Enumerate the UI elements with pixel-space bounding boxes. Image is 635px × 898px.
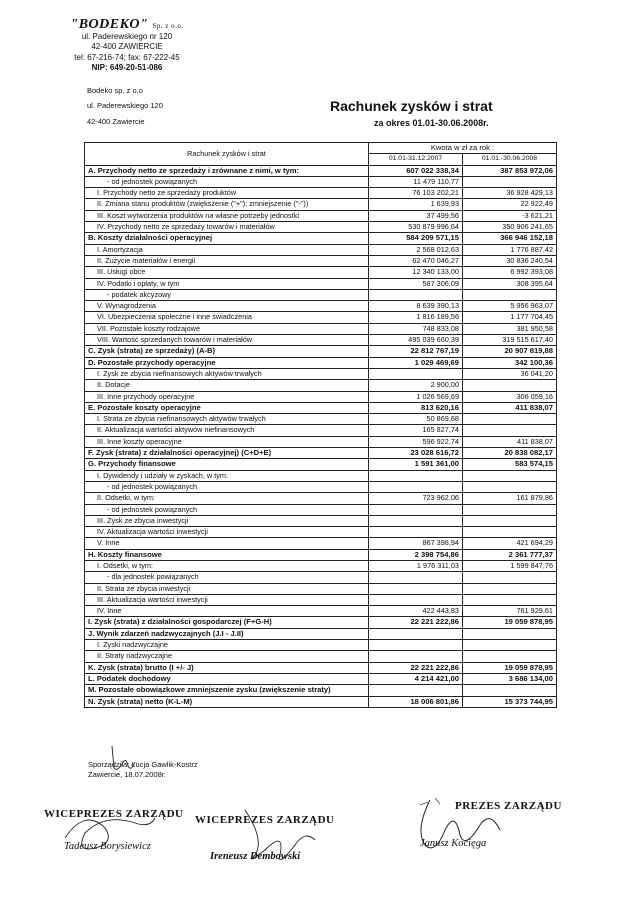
table-row <box>85 685 557 696</box>
row-value-2007: 22 812 767,19 <box>369 346 463 357</box>
row-value-2007: 11 479 110,77 <box>369 176 463 187</box>
row-value-2007 <box>369 470 463 481</box>
table-header-amount: Kwota w zł za rok : <box>369 143 557 154</box>
row-value-2007: 62 470 046,27 <box>369 255 463 266</box>
row-value-2008: 387 853 972,06 <box>463 165 557 176</box>
row-value-2008: 308 395,64 <box>463 278 557 289</box>
row-label: I. Strata ze zbycia niefinansowych aktywów trwałych <box>85 414 369 425</box>
row-value-2007 <box>369 640 463 651</box>
row-value-2008 <box>463 414 557 425</box>
row-value-2008: 411 838,07 <box>463 402 557 413</box>
row-value-2008 <box>463 640 557 651</box>
signature-2-scribble <box>225 800 325 870</box>
table-row <box>85 176 557 187</box>
row-label: II. Aktualizacja wartości aktywów niefinansowych <box>85 425 369 436</box>
row-value-2008 <box>463 628 557 639</box>
row-value-2008: 411 838,07 <box>463 436 557 447</box>
row-value-2008 <box>463 176 557 187</box>
table-row <box>85 165 557 176</box>
row-label: I. Amortyzacja <box>85 244 369 255</box>
table-row <box>85 222 557 233</box>
signature-3-name: Janusz Kocięga <box>420 838 487 849</box>
table-row <box>85 527 557 538</box>
row-value-2007: 12 340 133,00 <box>369 267 463 278</box>
table-row <box>85 493 557 504</box>
row-value-2008: 20 907 819,88 <box>463 346 557 357</box>
row-label: B. Koszty działalności operacyjnej <box>85 233 369 244</box>
preparer-initials-scribble <box>108 742 138 776</box>
row-value-2007: 1 816 189,56 <box>369 312 463 323</box>
table-row <box>85 255 557 266</box>
row-label: V. Wynagrodzenia <box>85 301 369 312</box>
row-value-2008 <box>463 481 557 492</box>
row-value-2007: 530 879 996,64 <box>369 222 463 233</box>
table-row <box>85 628 557 639</box>
signature-2-title: WICEPREZES ZARZĄDU <box>195 814 335 826</box>
row-label: III. Inne przychody operacyjne <box>85 391 369 402</box>
row-label: K. Zysk (strata) brutto (I +/- J) <box>85 662 369 673</box>
row-label: III. Zysk ze zbycia inwestycji <box>85 515 369 526</box>
row-label: L. Podatek dochodowy <box>85 673 369 684</box>
row-value-2007: 1 976 311,03 <box>369 560 463 571</box>
table-row <box>85 391 557 402</box>
row-label: III. Aktualizacja wartości inwestycji <box>85 594 369 605</box>
row-value-2008: 20 838 082,17 <box>463 448 557 459</box>
table-row <box>85 448 557 459</box>
row-value-2008 <box>463 289 557 300</box>
row-value-2007: 50 869,68 <box>369 414 463 425</box>
row-value-2007: 587 306,09 <box>369 278 463 289</box>
table-row <box>85 673 557 684</box>
table-row <box>85 549 557 560</box>
signature-1-scribble <box>55 798 165 858</box>
row-value-2007: 165 827,74 <box>369 425 463 436</box>
row-label: F. Zysk (strata) z działalności operacyjnej) (C+D+E) <box>85 448 369 459</box>
row-value-2007: 596 922,74 <box>369 436 463 447</box>
row-value-2008: 306 059,16 <box>463 391 557 402</box>
table-row <box>85 346 557 357</box>
row-value-2008: 342 100,36 <box>463 357 557 368</box>
table-row <box>85 199 557 210</box>
table-row <box>85 640 557 651</box>
row-value-2007 <box>369 368 463 379</box>
row-value-2008 <box>463 651 557 662</box>
row-value-2007: 723 962,06 <box>369 493 463 504</box>
row-value-2008 <box>463 527 557 538</box>
row-value-2008: 36 928 429,13 <box>463 188 557 199</box>
row-label: I. Zysk (strata) z działalności gospodarczej (F+G-H) <box>85 617 369 628</box>
table-row <box>85 504 557 515</box>
signature-3-scribble <box>400 790 520 855</box>
row-value-2007: 1 639,93 <box>369 199 463 210</box>
row-value-2007 <box>369 504 463 515</box>
row-label: E. Pozostałe koszty operacyjne <box>85 402 369 413</box>
row-value-2007 <box>369 594 463 605</box>
row-value-2008: 381 950,58 <box>463 323 557 334</box>
row-value-2008 <box>463 425 557 436</box>
row-label: III. Inne koszty operacyjne <box>85 436 369 447</box>
row-value-2008 <box>463 594 557 605</box>
row-value-2007: 748 833,08 <box>369 323 463 334</box>
row-label: I. Przychody netto ze sprzedaży produktów <box>85 188 369 199</box>
row-label: I. Dywidendy i udziały w zyskach, w tym: <box>85 470 369 481</box>
row-value-2007: 23 028 616,72 <box>369 448 463 459</box>
row-value-2008: 761 929,61 <box>463 606 557 617</box>
row-value-2007: 37 499,56 <box>369 210 463 221</box>
table-row <box>85 515 557 526</box>
row-label: III. Koszt wytworzenia produktów na własne potrzeby jednostki <box>85 210 369 221</box>
row-value-2008 <box>463 685 557 696</box>
table-row <box>85 312 557 323</box>
stamp-street: ul. Paderewskiego nr 120 <box>81 31 173 41</box>
prepared-by-name: Sporządziła: Łucja Gawlik-Kostrz <box>88 760 198 769</box>
row-value-2007: 422 443,83 <box>369 606 463 617</box>
row-label: V. Inne <box>85 538 369 549</box>
prepared-by-date: Zawiercie, 18.07.2008r. <box>88 770 166 779</box>
row-value-2007 <box>369 583 463 594</box>
row-value-2008 <box>463 515 557 526</box>
row-value-2008 <box>463 504 557 515</box>
stamp-phone: tel: 67-216-74; fax: 67-222-45 <box>74 52 180 62</box>
row-value-2007: 1 591 361,00 <box>369 459 463 470</box>
row-label: VI. Ubezpieczenia społeczne i inne świadczenia <box>85 312 369 323</box>
table-row <box>85 244 557 255</box>
row-value-2007 <box>369 572 463 583</box>
row-value-2007 <box>369 628 463 639</box>
signature-3-title: PREZES ZARZĄDU <box>455 800 562 812</box>
row-value-2007: 495 039 660,39 <box>369 335 463 346</box>
address-company: Bodeko sp. z o.o <box>87 86 143 95</box>
row-value-2007 <box>369 527 463 538</box>
table-row <box>85 210 557 221</box>
row-value-2008: -3 621,21 <box>463 210 557 221</box>
row-value-2007: 22 221 222,86 <box>369 662 463 673</box>
row-value-2008: 30 836 240,54 <box>463 255 557 266</box>
table-row <box>85 335 557 346</box>
row-label: III. Usługi obce <box>85 267 369 278</box>
row-value-2008: 19 059 878,95 <box>463 662 557 673</box>
row-label: D. Pozostałe przychody operacyjne <box>85 357 369 368</box>
table-row <box>85 481 557 492</box>
row-value-2008: 366 946 152,18 <box>463 233 557 244</box>
company-logo: "BODEKO" Sp. z o.o. <box>70 17 184 32</box>
table-row <box>85 368 557 379</box>
row-label: IV. Aktualizacja wartości inwestycji <box>85 527 369 538</box>
table-header-period-1: 01.01-31.12.2007 <box>369 154 463 165</box>
row-label: G. Przychody finansowe <box>85 459 369 470</box>
row-label: - od jednostek powiązanych <box>85 176 369 187</box>
row-label: II. Dotacje <box>85 380 369 391</box>
row-label: M. Pozostałe obowiązkowe zmniejszenie zysku (zwiększenie straty) <box>85 685 369 696</box>
row-label: - dla jednostek powiązanych <box>85 572 369 583</box>
row-label: I. Zyski nadzwyczajne <box>85 640 369 651</box>
table-row <box>85 357 557 368</box>
row-label: I. Zysk ze zbycia niefinansowych aktywów trwałych <box>85 368 369 379</box>
row-value-2007: 2 900,00 <box>369 380 463 391</box>
table-row <box>85 606 557 617</box>
row-value-2007: 2 398 754,86 <box>369 549 463 560</box>
row-value-2007 <box>369 515 463 526</box>
address-street: ul. Paderewskiego 120 <box>87 101 163 110</box>
row-label: - podatek akcyzowy <box>85 289 369 300</box>
table-row <box>85 323 557 334</box>
table-row <box>85 560 557 571</box>
table-row <box>85 188 557 199</box>
row-value-2008: 1 776 887,42 <box>463 244 557 255</box>
document-subtitle: za okres 01.01-30.06.2008r. <box>374 118 489 128</box>
row-value-2007: 1 026 569,69 <box>369 391 463 402</box>
table-row <box>85 380 557 391</box>
table-row <box>85 651 557 662</box>
row-label: IV. Podatki i opłaty, w tym <box>85 278 369 289</box>
row-label: A. Przychody netto ze sprzedaży i zrównane z nimi, w tym: <box>85 165 369 176</box>
row-value-2008: 161 879,86 <box>463 493 557 504</box>
stamp-nip: NIP: 649-20-51-086 <box>91 63 163 72</box>
row-label: - od jednostek powiązanych <box>85 504 369 515</box>
address-city: 42-400 Zawiercie <box>87 117 145 126</box>
row-label: VIII. Wartość sprzedanych towarów i materiałów <box>85 335 369 346</box>
table-row <box>85 267 557 278</box>
table-row <box>85 617 557 628</box>
table-row <box>85 278 557 289</box>
row-label: C. Zysk (strata) ze sprzedaży) (A-B) <box>85 346 369 357</box>
signature-1-title: WICEPREZES ZARZĄDU <box>44 808 184 820</box>
row-label: II. Odsetki, w tym: <box>85 493 369 504</box>
row-value-2007: 867 398,94 <box>369 538 463 549</box>
row-value-2007 <box>369 289 463 300</box>
row-label: II. Zmiana stanu produktów (zwiększenie ("+"); zmniejszenie ("-")) <box>85 199 369 210</box>
row-value-2007: 813 620,16 <box>369 402 463 413</box>
table-row <box>85 425 557 436</box>
table-row <box>85 538 557 549</box>
row-value-2008: 22 922,49 <box>463 199 557 210</box>
row-value-2008: 36 041,20 <box>463 368 557 379</box>
row-value-2007: 584 209 571,15 <box>369 233 463 244</box>
table-row <box>85 662 557 673</box>
row-label: J. Wynik zdarzeń nadzwyczajnych (J.I - J.II) <box>85 628 369 639</box>
row-value-2007: 8 639 390,13 <box>369 301 463 312</box>
row-label: II. Zużycie materiałów i energii <box>85 255 369 266</box>
row-label: N. Zysk (strata) netto (K-L-M) <box>85 696 369 707</box>
row-value-2007 <box>369 481 463 492</box>
table-row <box>85 583 557 594</box>
row-value-2008: 19 059 878,95 <box>463 617 557 628</box>
table-row <box>85 696 557 707</box>
row-value-2008: 2 361 777,37 <box>463 549 557 560</box>
signature-1-name: Tadeusz Borysiewicz <box>64 841 151 852</box>
row-value-2007: 1 029 469,69 <box>369 357 463 368</box>
row-value-2008: 421 694,29 <box>463 538 557 549</box>
row-value-2008 <box>463 583 557 594</box>
row-value-2008 <box>463 572 557 583</box>
row-value-2007 <box>369 685 463 696</box>
row-label: II. Strata ze zbycia inwestycji <box>85 583 369 594</box>
document-title: Rachunek zysków i strat <box>330 98 493 114</box>
signature-2-name: Ireneusz Dembowski <box>210 851 301 862</box>
row-value-2008: 5 956 963,07 <box>463 301 557 312</box>
table-body <box>85 165 557 707</box>
row-value-2008: 350 906 241,65 <box>463 222 557 233</box>
row-label: I. Odsetki, w tym: <box>85 560 369 571</box>
stamp-city: 42-400 ZAWIERCIE <box>91 42 163 51</box>
row-value-2008: 15 373 744,95 <box>463 696 557 707</box>
row-label: - od jednostek powiązanych <box>85 481 369 492</box>
prepared-by <box>88 760 198 780</box>
row-value-2007 <box>369 651 463 662</box>
table-row <box>85 301 557 312</box>
table-header-period-2: 01.01.-30.06.2008 <box>463 154 557 165</box>
row-value-2008: 1 177 704,45 <box>463 312 557 323</box>
income-statement-table <box>84 142 557 708</box>
row-label: IV. Inne <box>85 606 369 617</box>
table-header-title: Rachunek zysków i strat <box>85 143 369 166</box>
row-value-2008 <box>463 380 557 391</box>
row-value-2008: 6 992 393,08 <box>463 267 557 278</box>
table-row <box>85 233 557 244</box>
table-row <box>85 459 557 470</box>
row-label: H. Koszty finansowe <box>85 549 369 560</box>
table-row <box>85 289 557 300</box>
row-value-2007: 4 214 421,00 <box>369 673 463 684</box>
row-label: IV. Przychody netto ze sprzedaży towarów i materiałów <box>85 222 369 233</box>
row-value-2008 <box>463 470 557 481</box>
table-row <box>85 402 557 413</box>
row-label: VII. Pozostałe koszty rodzajowe <box>85 323 369 334</box>
row-value-2007: 76 103 202,21 <box>369 188 463 199</box>
row-value-2007: 607 022 338,34 <box>369 165 463 176</box>
row-value-2007: 22 221 222,86 <box>369 617 463 628</box>
company-stamp <box>62 17 192 74</box>
row-value-2008: 319 515 617,40 <box>463 335 557 346</box>
table-row <box>85 414 557 425</box>
table-row <box>85 594 557 605</box>
row-value-2007: 2 568 012,63 <box>369 244 463 255</box>
row-value-2008: 3 686 134,00 <box>463 673 557 684</box>
row-value-2008: 583 574,15 <box>463 459 557 470</box>
row-value-2007: 18 006 801,86 <box>369 696 463 707</box>
row-value-2008: 1 599 847,76 <box>463 560 557 571</box>
table-row <box>85 436 557 447</box>
table-row <box>85 572 557 583</box>
table-row <box>85 470 557 481</box>
row-label: II. Straty nadzwyczajne <box>85 651 369 662</box>
